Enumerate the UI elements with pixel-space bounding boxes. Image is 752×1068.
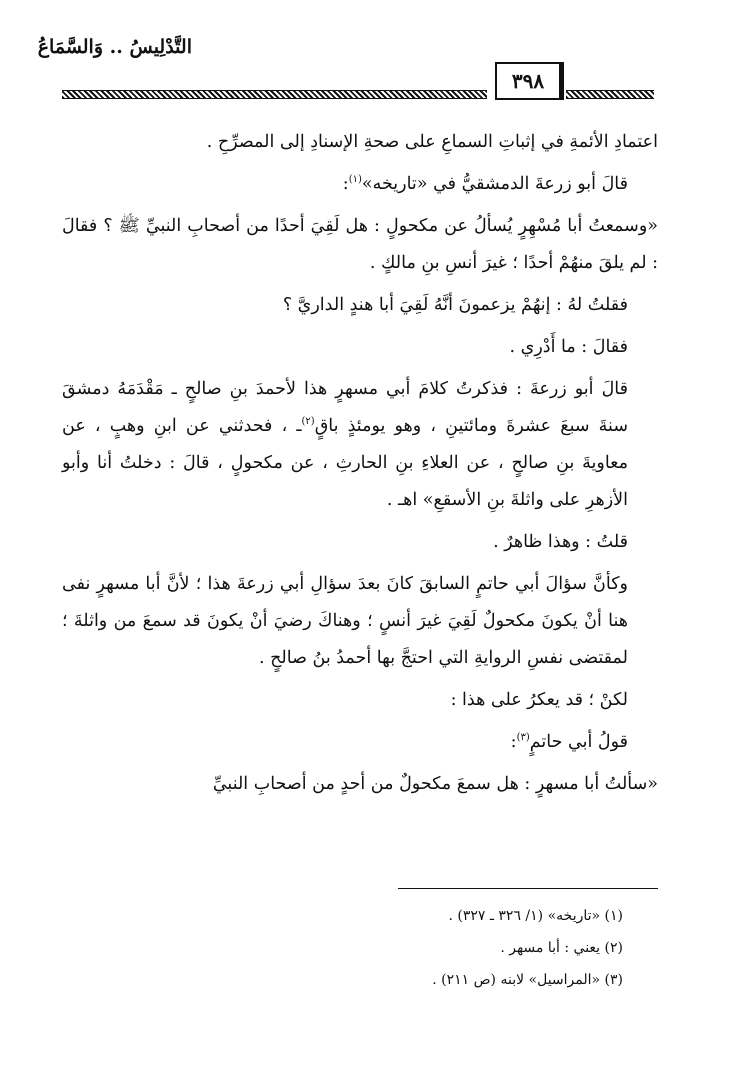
paragraph-text: «وسمعتُ أبا مُسْهِرٍ يُسألُ عن مكحولٍ : هل لَقِيَ أحدًا من أصحابِ النبيِّ ﷺ ؟ فقالَ : لم يلقَ منهُمْ أحدًا ؛ غيرَ أنسِ بنِ مالكٍ . — [62, 216, 658, 273]
footnote-2: (٢) يعني : أبا مسهر . — [500, 940, 623, 956]
paragraph-text: لكنْ ؛ قد يعكرُ على هذا : — [450, 690, 628, 710]
footnote-divider — [398, 888, 658, 889]
paragraph — [62, 524, 658, 561]
footnotes — [62, 900, 658, 996]
paragraph-text: قالَ أبو زرعةَ : فذكرتُ كلامَ أبي مسهرٍ هذا لأحمدَ بنِ صالحٍ ـ مَقْدَمَهُ دمشقَ سنةَ سبعَ عشرةَ ومائتينِ ، وهو يومئذٍ باقٍ — [62, 379, 628, 436]
body-text — [62, 124, 658, 808]
paragraph-text: قلتُ : وهذا ظاهرٌ . — [493, 532, 628, 552]
paragraph — [62, 166, 658, 203]
header-rule-right — [566, 90, 654, 99]
paragraph — [62, 208, 658, 282]
paragraph-text: اعتمادِ الأئمةِ في إثباتِ السماعِ على صحةِ الإسنادِ إلى المصرِّحِ . — [206, 132, 658, 152]
footnote-1: (١) «تاريخه» (١/ ٣٢٦ ـ ٣٢٧) . — [448, 908, 623, 924]
paragraph-text: ـ ، فحدثني عن ابنِ وهبٍ ، عن معاويةَ بنِ صالحٍ ، عن العلاءِ بنِ الحارثِ ، عن مكحولٍ ، قالَ : دخلتُ أنا وأبو الأزهرِ على واثلةَ بنِ الأسقعِ» اهـ . — [62, 416, 628, 510]
paragraph — [62, 682, 658, 719]
header-rule-left — [62, 90, 487, 99]
paragraph — [62, 371, 658, 519]
paragraph — [62, 287, 658, 324]
paragraph — [62, 329, 658, 366]
running-title: التَّدْلِيسُ .. وَالسَّمَاعُ — [37, 36, 192, 58]
paragraph-end: : — [342, 174, 349, 194]
footnote-3: (٣) «المراسيل» لابنه (ص ٢١١) . — [432, 972, 623, 988]
paragraph — [62, 566, 658, 677]
paragraph — [62, 766, 658, 803]
paragraph-text: قولُ أبي حاتمٍ — [529, 732, 628, 752]
footnote-ref-2: (٢) — [301, 416, 315, 428]
paragraph-text: وكأنَّ سؤالَ أبي حاتمٍ السابقَ كانَ بعدَ سؤالِ أبي زرعةَ هذا ؛ لأنَّ أبا مسهرٍ نفى هنا أنْ يكونَ مكحولٌ لَقِيَ غيرَ أنسٍ ؛ وهناكَ رضيَ أنْ يكونَ قد سمعَ من واثلةَ ؛ لمقتضى نفسِ الروايةِ التي احتجَّ بها أحمدُ بنُ صالحٍ . — [62, 574, 628, 668]
paragraph-text: «سألتُ أبا مسهرٍ : هل سمعَ مكحولٌ من أحدٍ من أصحابِ النبيِّ — [212, 774, 658, 794]
paragraph — [62, 724, 658, 761]
paragraph — [62, 124, 658, 161]
paragraph-text: فقلتُ لهُ : إنهُمْ يزعمونَ أنَّهُ لَقِيَ أبا هندٍ الداريَّ ؟ — [282, 295, 628, 315]
paragraph-text: قالَ أبو زرعةَ الدمشقيُّ في «تاريخه» — [361, 174, 628, 194]
paragraph-end: : — [510, 732, 517, 752]
page-number: ٣٩٨ — [495, 62, 564, 100]
paragraph-text: فقالَ : ما أَدْرِي . — [509, 337, 628, 357]
footnote-ref-3: (٣) — [516, 732, 530, 744]
footnote-ref-1: (١) — [348, 174, 362, 186]
